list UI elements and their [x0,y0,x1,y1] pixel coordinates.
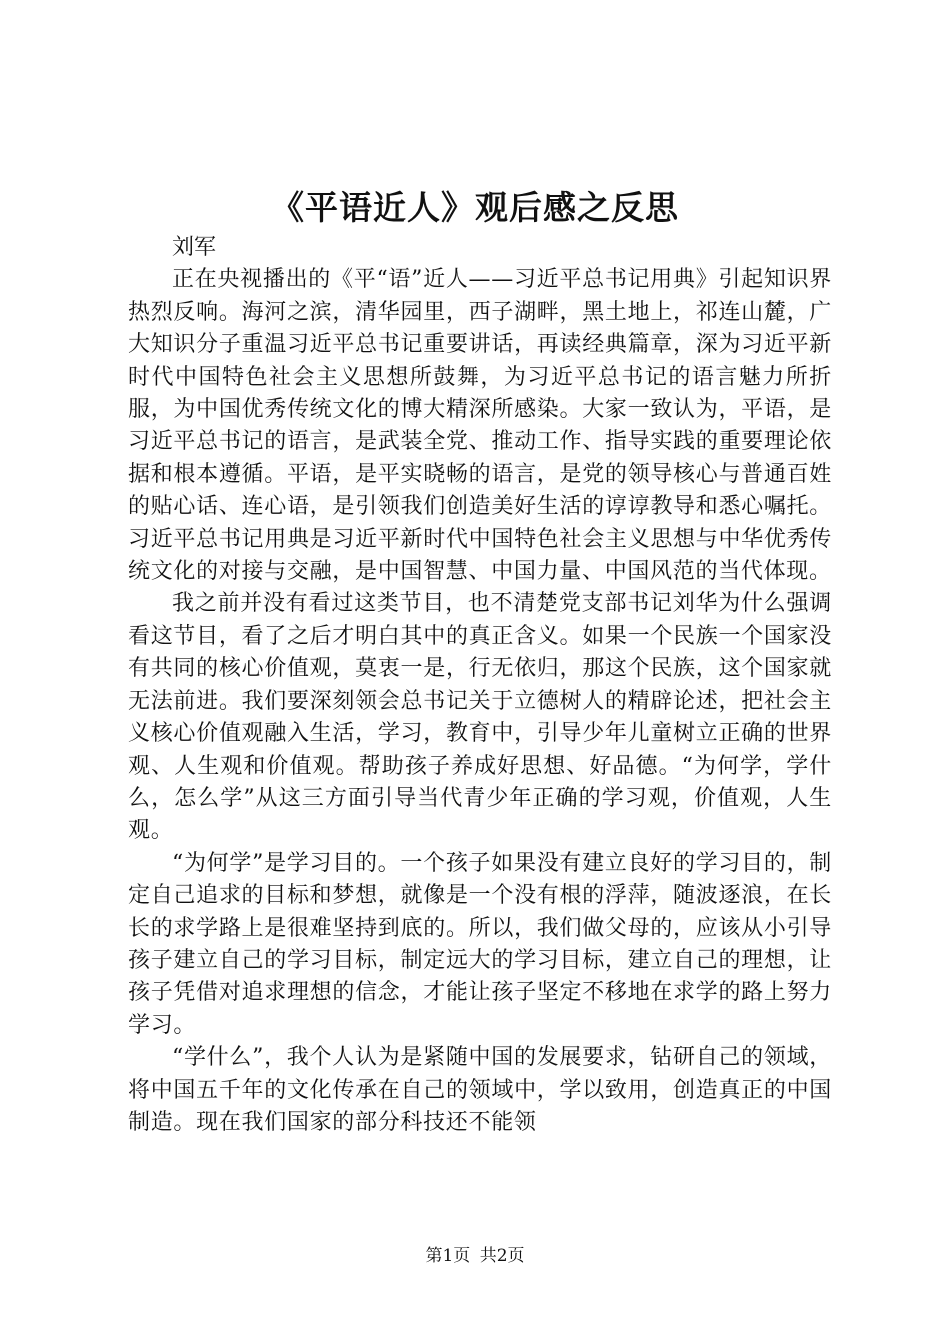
paragraph-2: 我之前并没有看过这类节目，也不清楚党支部书记刘华为什么强调看这节目，看了之后才明白其中的真正含义。如果一个民族一个国家没有共同的核心价值观，莫衷一是，行无依归，那这个民族，这个国家就无法前进。我们要深刻领会总书记关于立德树人的精辟论述，把社会主义核心价值观融入生活，学习，教育中，引导少年儿童树立正确的世界观、人生观和价值观。帮助孩子养成好思想、好品德。“为何学，学什么，怎么学”从这三方面引导当代青少年正确的学习观，价值观，人生观。 [128,591,832,844]
page-number-footer: 第1页 共2页 [425,1246,525,1266]
document-title: 《平语近人》观后感之反思 [271,188,679,227]
document-body [128,232,832,1139]
paragraph-4: “学什么”，我个人认为是紧随中国的发展要求，钻研自己的领域，将中国五千年的文化传承在自己的领域中，学以致用，创造真正的中国制造。现在我们国家的部分科技还不能领 [128,1045,832,1135]
author-name: 刘军 [172,235,217,260]
paragraph-1: 正在央视播出的《平“语”近人——习近平总书记用典》引起知识界热烈反响。海河之滨，清华园里，西子湖畔，黑土地上，祁连山麓，广大知识分子重温习近平总书记重要讲话，再读经典篇章，深为习近平新时代中国特色社会主义思想所鼓舞，为习近平总书记的语言魅力所折服，为中国优秀传统文化的博大精深所感染。大家一致认为，平语，是习近平总书记的语言，是武装全党、推动工作、指导实践的重要理论依据和根本遵循。平语，是平实晓畅的语言，是党的领导核心与普通百姓的贴心话、连心语，是引领我们创造美好生活的谆谆教导和悉心嘱托。习近平总书记用典是习近平新时代中国特色社会主义思想与中华优秀传统文化的对接与交融，是中国智慧、中国力量、中国风范的当代体现。 [128,267,832,585]
paragraph-3: “为何学”是学习目的。一个孩子如果没有建立良好的学习目的，制定自己追求的目标和梦想，就像是一个没有根的浮萍，随波逐浪，在长长的求学路上是很难坚持到底的。所以，我们做父母的，应该从小引导孩子建立自己的学习目标，制定远大的学习目标，建立自己的理想，让孩子凭借对追求理想的信念，才能让孩子坚定不移地在求学的路上努力学习。 [128,850,832,1038]
